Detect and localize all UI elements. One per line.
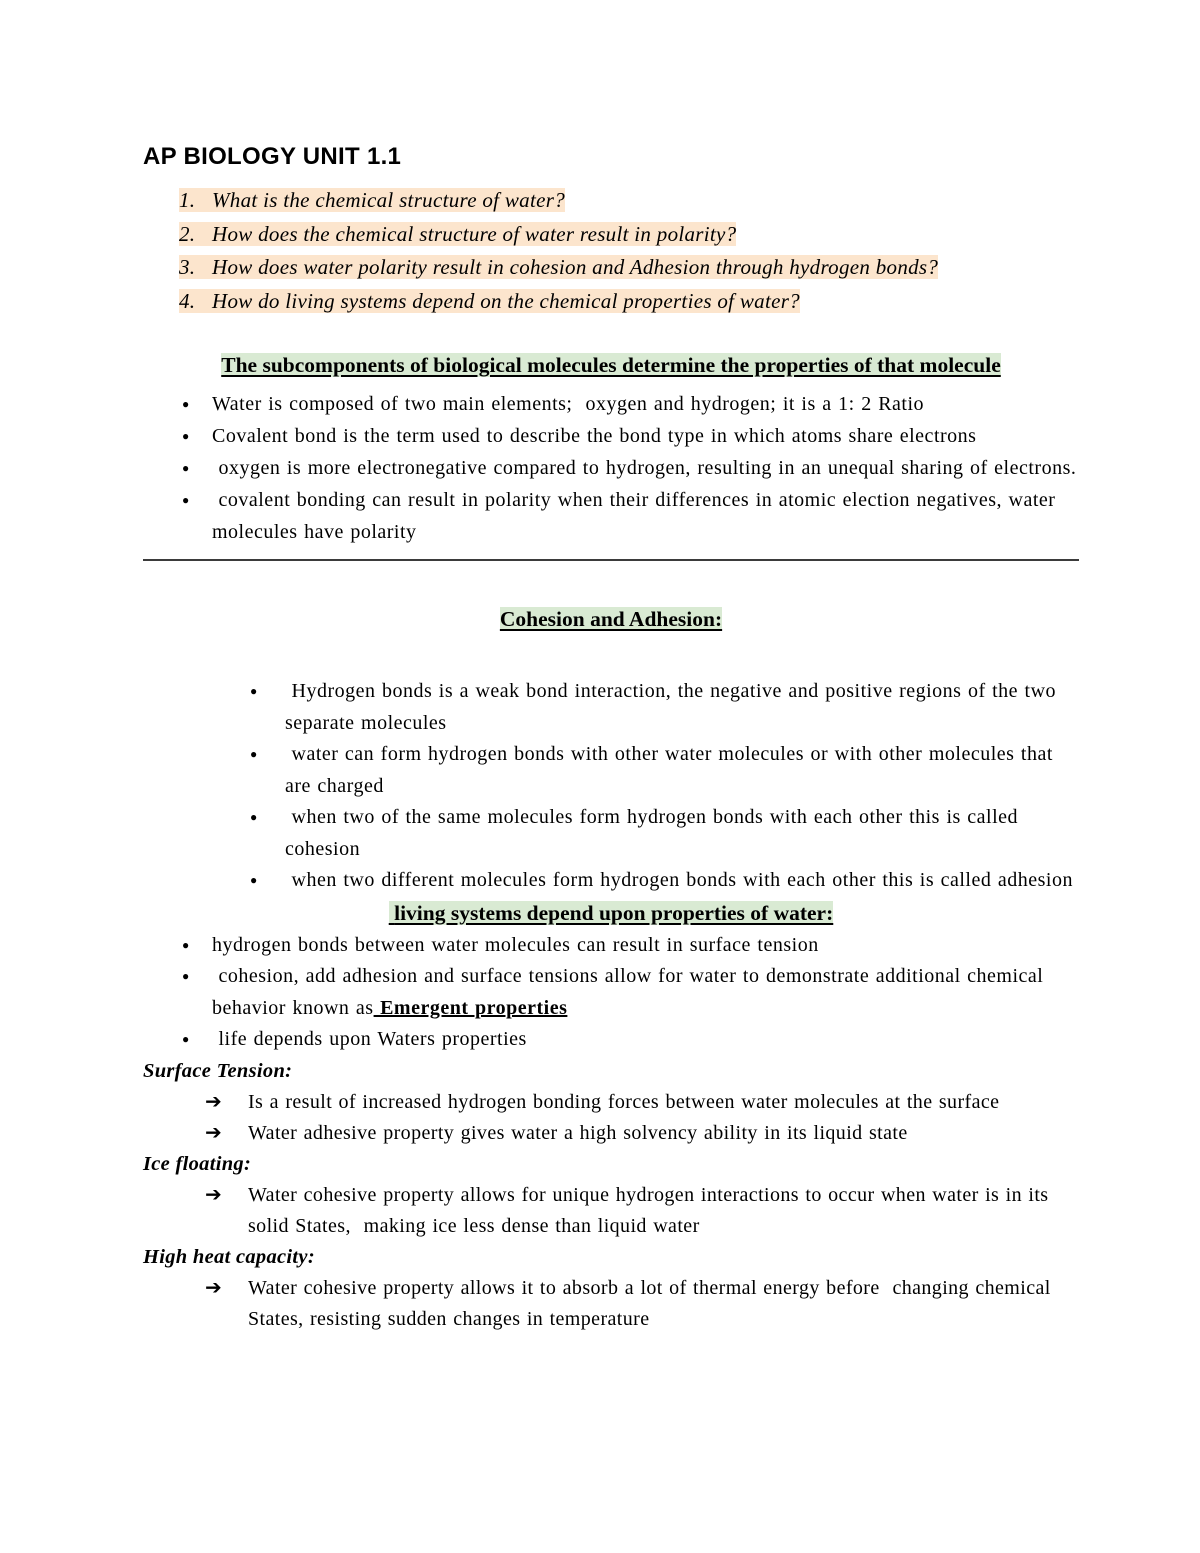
question-number: 1.	[179, 188, 196, 212]
question-item	[143, 285, 1079, 319]
cohesion-bullet-list	[143, 676, 1079, 897]
molecule-bullet-list	[143, 388, 1079, 548]
arrow-text: Water cohesive property allows for unique hydrogen interactions to occur when water is in its solid States, making ice less dense than liquid water	[248, 1183, 1055, 1237]
bullet-text: when two of the same molecules form hydrogen bonds with each other this is called cohesion	[285, 806, 1025, 860]
bullet-item	[143, 930, 1079, 962]
arrow-icon: ➔	[205, 1183, 223, 1206]
bullet-icon: ●	[182, 937, 190, 952]
bullet-text: Covalent bond is the term used to describe the bond type in which atoms share electrons	[212, 425, 977, 447]
bullet-text: hydrogen bonds between water molecules can result in surface tension	[212, 933, 819, 956]
question-number: 3.	[179, 255, 196, 279]
bullet-item	[143, 452, 1079, 484]
question-item	[143, 251, 1079, 285]
question-text: What is the chemical structure of water?	[212, 188, 566, 212]
bullet-icon: ●	[182, 969, 190, 983]
bullet-item	[143, 1024, 1079, 1056]
bullet-icon: ●	[250, 873, 258, 887]
arrow-item	[143, 1273, 1079, 1335]
bullet-icon: ●	[250, 810, 258, 824]
bullet-icon: ●	[182, 397, 190, 411]
bullet-item	[143, 802, 1079, 865]
living-systems-bullet-list	[143, 930, 1079, 1056]
bullet-item	[143, 865, 1079, 897]
bullet-text: oxygen is more electronegative compared to hydrogen, resulting in an unequal sharing of electrons.	[212, 457, 1077, 479]
cohesion-section	[143, 603, 1079, 636]
bullet-item	[143, 388, 1079, 420]
question-text: How does water polarity result in cohesion and Adhesion through hydrogen bonds?	[212, 255, 939, 279]
emergent-properties-emphasis: Emergent properties	[373, 996, 568, 1019]
arrow-text: Is a result of increased hydrogen bonding forces between water molecules at the surface	[248, 1090, 1000, 1113]
property-label-ice-floating: Ice floating:	[143, 1152, 252, 1175]
question-number: 2.	[179, 221, 196, 246]
arrow-item	[143, 1180, 1079, 1242]
question-item	[143, 184, 1079, 218]
bullet-text: covalent bonding can result in polarity when their differences in atomic election negatives, water molecules have polarity	[212, 489, 1062, 543]
bullet-text: Hydrogen bonds is a weak bond interaction, the negative and positive regions of the two separate molecules	[285, 680, 1063, 734]
bullet-icon: ●	[182, 1032, 190, 1046]
arrow-icon: ➔	[205, 1276, 223, 1299]
bullet-item	[143, 961, 1079, 1024]
property-label-surface-tension: Surface Tension:	[143, 1059, 293, 1082]
arrow-item	[143, 1118, 1079, 1149]
document-title: AP BIOLOGY UNIT 1.1	[143, 143, 402, 170]
bullet-icon: ●	[182, 429, 190, 443]
bullet-text: water can form hydrogen bonds with other water molecules or with other molecules that are charged	[285, 743, 1060, 797]
bullet-item	[143, 739, 1079, 802]
question-list	[143, 184, 1079, 318]
arrow-text: Water cohesive property allows it to absorb a lot of thermal energy before changing chemical States, resisting sudden changes in temperature	[248, 1276, 1058, 1330]
bullet-icon: ●	[182, 493, 190, 507]
living-systems-heading: living systems depend upon properties of water:	[388, 900, 834, 925]
arrow-item	[143, 1087, 1079, 1118]
bullet-item	[143, 676, 1079, 739]
bullet-text: cohesion, add adhesion and surface tensions allow for water to demonstrate additional chemical behavior known as	[212, 965, 1050, 1019]
bullet-icon: ●	[250, 684, 258, 698]
question-number: 4.	[179, 288, 196, 313]
bullet-text: when two different molecules form hydrogen bonds with each other this is called adhesion	[285, 869, 1073, 891]
question-text: How does the chemical structure of water result in polarity?	[212, 221, 737, 246]
molecule-section-heading: The subcomponents of biological molecules determine the properties of that molecule	[221, 353, 1001, 377]
property-label-high-heat-capacity: High heat capacity:	[143, 1245, 315, 1268]
bullet-text: life depends upon Waters properties	[212, 1028, 527, 1050]
bullet-item	[143, 484, 1079, 548]
arrow-icon: ➔	[205, 1121, 223, 1144]
section-divider	[143, 559, 1079, 561]
bullet-icon: ●	[250, 747, 258, 761]
bullet-text: Water is composed of two main elements; oxygen and hydrogen; it is a 1: 2 Ratio	[212, 393, 925, 415]
bullet-item	[143, 420, 1079, 452]
question-item	[143, 218, 1079, 252]
cohesion-section-heading: Cohesion and Adhesion:	[499, 607, 723, 631]
arrow-icon: ➔	[205, 1090, 223, 1113]
document-content	[143, 143, 1079, 1335]
molecule-section	[143, 349, 1079, 382]
bullet-icon: ●	[182, 461, 190, 475]
question-text: How do living systems depend on the chemical properties of water?	[212, 288, 800, 313]
arrow-text: Water adhesive property gives water a high solvency ability in its liquid state	[248, 1121, 908, 1144]
living-systems-section	[143, 897, 1079, 930]
